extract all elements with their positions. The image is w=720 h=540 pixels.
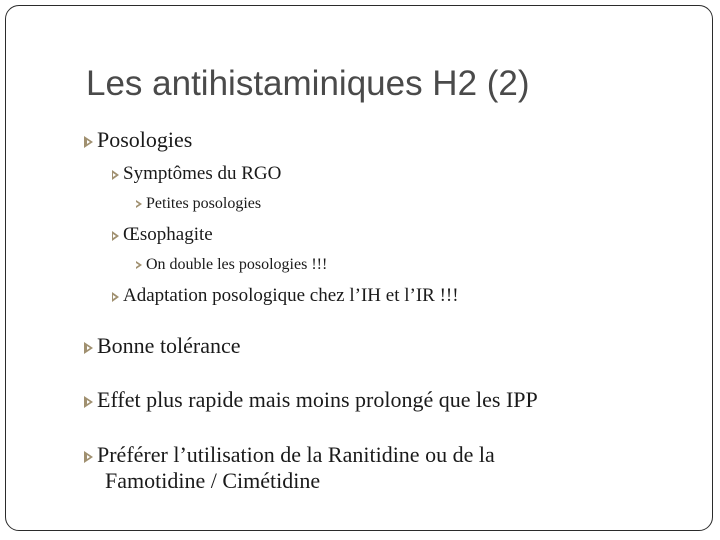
bullet-arrow-icon xyxy=(84,396,93,408)
bullet-continuation-text: Famotidine / Cimétidine xyxy=(105,468,321,494)
bullet-petites-posologies xyxy=(136,194,261,213)
bullet-adaptation xyxy=(112,285,459,308)
bullet-arrow-icon xyxy=(112,231,119,241)
bullet-text: Préférer l’utilisation de la Ranitidine ou de la xyxy=(97,442,495,467)
slide-title: Les antihistaminiques H2 (2) xyxy=(86,64,530,103)
bullet-text: On double les posologies !!! xyxy=(146,256,328,273)
bullet-on-double xyxy=(136,255,327,274)
bullet-text: Effet plus rapide mais moins prolongé que les IPP xyxy=(97,387,538,412)
bullet-text: Œsophagite xyxy=(123,224,213,245)
bullet-arrow-icon xyxy=(84,342,93,354)
bullet-bonne-tolerance xyxy=(84,333,241,359)
bullet-text: Bonne tolérance xyxy=(97,333,241,358)
bullet-text: Posologies xyxy=(97,127,193,152)
bullet-arrow-icon xyxy=(112,292,119,302)
bullet-preferer xyxy=(84,442,495,495)
bullet-arrow-icon xyxy=(136,261,142,269)
bullet-arrow-icon xyxy=(136,200,142,208)
bullet-posologies xyxy=(84,127,192,153)
bullet-arrow-icon xyxy=(84,451,93,463)
slide-frame xyxy=(5,5,713,531)
bullet-text: Adaptation posologique chez l’IH et l’IR !!! xyxy=(123,285,459,306)
bullet-oesophagite xyxy=(112,224,213,247)
bullet-symptomes-rgo xyxy=(112,163,281,186)
bullet-text: Symptômes du RGO xyxy=(123,163,282,184)
bullet-arrow-icon xyxy=(112,170,119,180)
bullet-text: Petites posologies xyxy=(146,195,262,212)
bullet-effet-rapide xyxy=(84,387,538,413)
bullet-arrow-icon xyxy=(84,136,93,148)
